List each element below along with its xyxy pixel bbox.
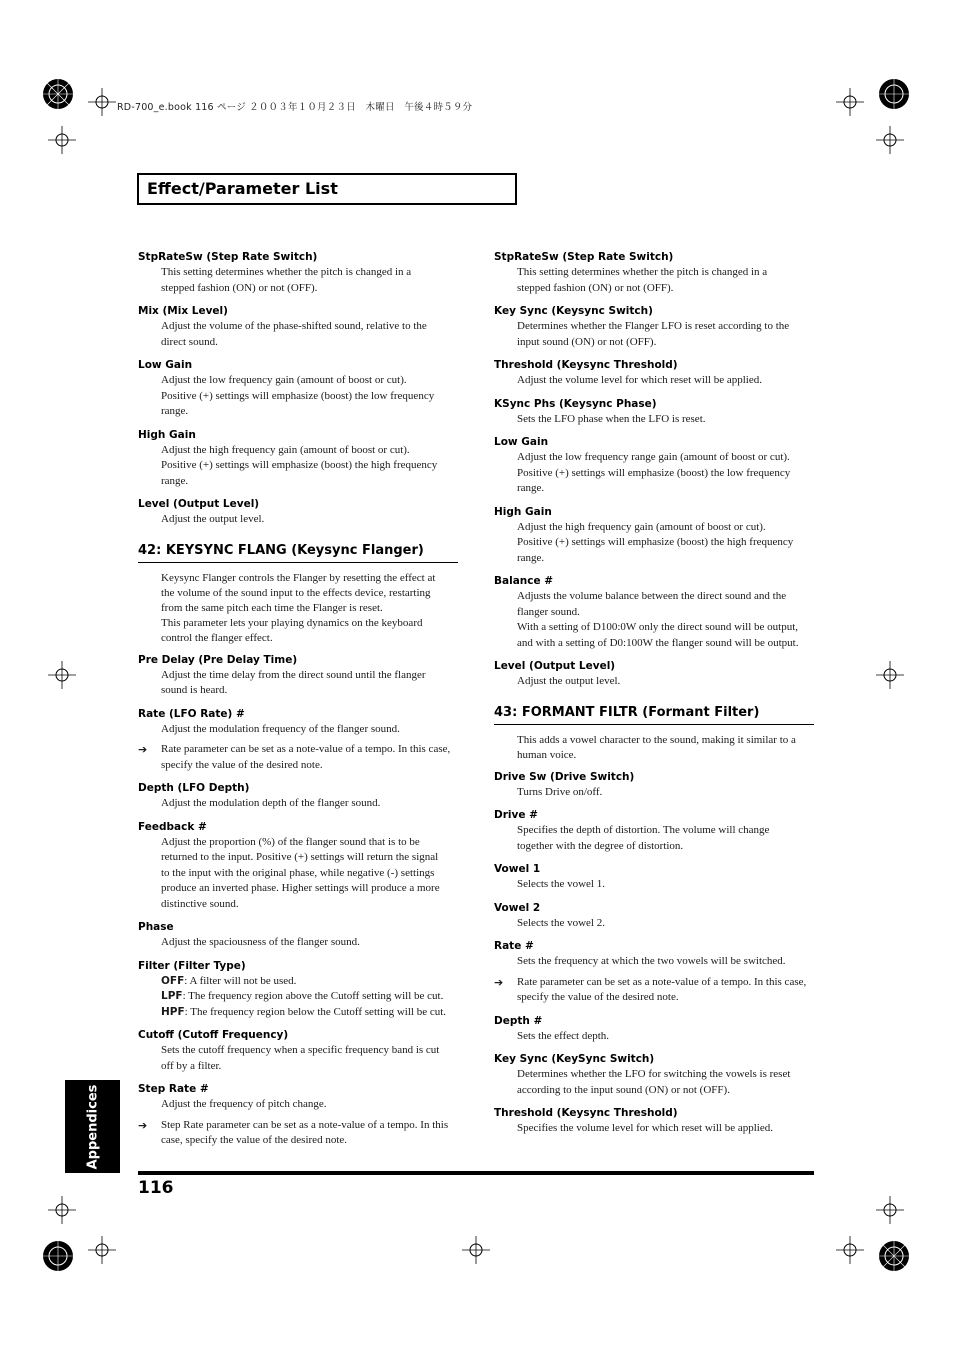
tempo-note: ➔ Rate parameter can be set as a note-value of a tempo. In this case, specify the value of the desired note. <box>494 975 814 1006</box>
crosshair-mark-icon <box>876 1196 904 1224</box>
crosshair-mark-icon <box>876 661 904 689</box>
registration-mark-icon <box>876 1238 912 1274</box>
param-desc: Selects the vowel 2. <box>517 916 605 929</box>
param-title: Phase <box>138 921 174 933</box>
param-entry <box>494 1106 814 1137</box>
param-entry <box>494 901 814 932</box>
arrow-icon: ➔ <box>494 975 504 989</box>
param-desc: Adjust the output level. <box>517 675 621 687</box>
param-desc: Specifies the volume level for which reset will be applied. <box>517 1122 773 1134</box>
arrow-icon: ➔ <box>138 1118 148 1132</box>
param-entry <box>494 304 814 350</box>
param-desc: Turns Drive on/off. <box>517 785 603 798</box>
section-intro: This adds a vowel character to the sound, making it similar to a human voice. <box>517 733 796 761</box>
param-desc: Sets the effect depth. <box>517 1029 610 1042</box>
param-entry <box>494 435 814 497</box>
param-entry <box>138 781 458 812</box>
registration-mark-icon <box>40 76 76 112</box>
param-desc: Adjust the spaciousness of the flanger sound. <box>161 936 360 948</box>
param-title: Low Gain <box>138 359 193 371</box>
section-heading-42: 42: KEYSYNC FLANG (Keysync Flanger) <box>138 542 458 563</box>
param-desc: Adjust the low frequency range gain (amount of boost or cut). Positive (+) settings will emphasize (boost) the low frequency range. <box>517 451 791 494</box>
appendices-side-tab <box>65 1080 120 1173</box>
crosshair-mark-icon <box>48 1196 76 1224</box>
param-title: Vowel 1 <box>494 863 541 875</box>
crosshair-mark-icon <box>462 1236 490 1264</box>
param-desc: Sets the frequency at which the two vowels will be switched. <box>517 955 786 967</box>
param-title: Balance # <box>494 575 554 587</box>
param-title: Key Sync (Keysync Switch) <box>494 305 653 317</box>
param-entry <box>494 939 814 1006</box>
param-title: Level (Output Level) <box>494 660 616 672</box>
section-intro: Keysync Flanger controls the Flanger by resetting the effect at the volume of the sound input to the effects device, restarting from the same pitch each time the Flanger is reset. This parameter lets your playing dynamics on the keyboard control the flanger effect. <box>161 571 436 644</box>
param-title: StpRateSw (Step Rate Switch) <box>138 251 318 263</box>
crosshair-mark-icon <box>876 126 904 154</box>
param-entry <box>494 770 814 801</box>
param-entry <box>138 304 458 350</box>
crosshair-mark-icon <box>88 1236 116 1264</box>
param-desc: Adjust the modulation frequency of the flanger sound. <box>161 722 400 735</box>
param-desc: Adjust the high frequency gain (amount of boost or cut). Positive (+) settings will emphasize (boost) the high frequency range. <box>161 443 438 487</box>
param-desc: Adjust the low frequency gain (amount of boost or cut). Positive (+) settings will emphasize (boost) the low frequency range. <box>161 374 435 417</box>
param-desc: Adjust the volume level for which reset will be applied. <box>517 374 762 386</box>
param-title: Rate (LFO Rate) # <box>138 707 245 720</box>
param-title: Depth (LFO Depth) <box>138 782 250 794</box>
param-title: Drive # <box>494 809 538 821</box>
param-entry <box>138 250 458 296</box>
param-entry <box>138 707 458 774</box>
param-title: Drive Sw (Drive Switch) <box>494 770 635 783</box>
param-entry <box>138 959 458 1021</box>
param-title: Vowel 2 <box>494 901 541 914</box>
crosshair-mark-icon <box>48 126 76 154</box>
filter-option: LPF: The frequency region above the Cutoff setting will be cut. <box>161 990 444 1002</box>
param-title: Mix (Mix Level) <box>138 305 228 317</box>
side-tab-label: Appendices <box>85 1084 100 1169</box>
param-entry <box>494 250 814 296</box>
section-heading-43: 43: FORMANT FILTR (Formant Filter) <box>494 704 814 725</box>
param-title: Threshold (Keysync Threshold) <box>494 1107 678 1119</box>
param-desc: Determines whether the Flanger LFO is reset according to the input sound (ON) or not (OFF). <box>517 320 790 348</box>
registration-mark-icon <box>876 76 912 112</box>
param-desc: Sets the LFO phase when the LFO is reset. <box>517 412 706 425</box>
param-entry <box>138 428 458 490</box>
param-entry <box>138 820 458 913</box>
param-title: StpRateSw (Step Rate Switch) <box>494 251 674 263</box>
crosshair-mark-icon <box>88 88 116 116</box>
param-entry <box>494 659 814 690</box>
filter-option: OFF: A filter will not be used. <box>161 974 297 987</box>
param-desc: Adjust the volume of the phase-shifted sound, relative to the direct sound. <box>161 320 427 348</box>
param-title: Rate # <box>494 940 534 952</box>
param-desc: Adjust the time delay from the direct sound until the flanger sound is heard. <box>161 668 426 696</box>
param-title: KSync Phs (Keysync Phase) <box>494 397 657 410</box>
param-title: Key Sync (KeySync Switch) <box>494 1053 655 1065</box>
page-number: 116 <box>138 1178 174 1198</box>
param-entry <box>494 1052 814 1098</box>
param-title: Depth # <box>494 1014 543 1027</box>
tempo-note: ➔ Step Rate parameter can be set as a note-value of a tempo. In this case, specify the value of the desired note. <box>138 1118 458 1149</box>
param-entry <box>138 1028 458 1074</box>
param-entry <box>494 808 814 854</box>
crosshair-mark-icon <box>48 661 76 689</box>
param-entry <box>494 862 814 893</box>
crosshair-mark-icon <box>836 1236 864 1264</box>
print-header: RD-700_e.book 116 ページ ２００３年１０月２３日 木曜日 午後４時５９分 <box>117 102 473 113</box>
registration-mark-icon <box>40 1238 76 1274</box>
param-entry <box>138 358 458 420</box>
param-desc: Adjust the high frequency gain (amount of boost or cut). Positive (+) settings will emphasize (boost) the high frequency range. <box>517 520 794 564</box>
section-title: Effect/Parameter List <box>137 173 517 205</box>
filter-option: HPF: The frequency region below the Cutoff setting will be cut. <box>161 1005 447 1018</box>
footer-rule <box>138 1171 814 1175</box>
param-title: Step Rate # <box>138 1083 209 1095</box>
param-title: Level (Output Level) <box>138 498 260 510</box>
param-entry <box>138 920 458 951</box>
param-title: Low Gain <box>494 436 549 448</box>
param-entry <box>494 574 814 651</box>
param-entry <box>138 497 458 528</box>
param-title: Pre Delay (Pre Delay Time) <box>138 653 298 666</box>
crosshair-mark-icon <box>836 88 864 116</box>
param-desc: Specifies the depth of distortion. The volume will change together with the degree of distortion. <box>517 824 770 852</box>
param-desc: This setting determines whether the pitch is changed in a stepped fashion (ON) or not (OFF). <box>161 266 412 294</box>
param-title: Filter (Filter Type) <box>138 959 246 972</box>
param-title: Cutoff (Cutoff Frequency) <box>138 1029 289 1041</box>
param-entry <box>494 358 814 389</box>
param-desc: This setting determines whether the pitch is changed in a stepped fashion (ON) or not (OFF). <box>517 266 768 294</box>
param-desc: Adjusts the volume balance between the direct sound and the flanger sound. With a setting of D100:0W only the direct sound will be output, and with a setting of D0:100W the flanger sound will be output. <box>517 590 799 649</box>
param-entry <box>494 1014 814 1045</box>
param-desc: Sets the cutoff frequency when a specific frequency band is cut off by a filter. <box>161 1044 440 1072</box>
param-entry <box>138 653 458 699</box>
param-desc: Adjust the output level. <box>161 513 265 525</box>
param-entry <box>138 1082 458 1149</box>
param-entry <box>494 505 814 567</box>
param-entry <box>494 397 814 428</box>
param-title: Threshold (Keysync Threshold) <box>494 359 678 371</box>
param-desc: Selects the vowel 1. <box>517 878 605 890</box>
param-desc: Adjust the modulation depth of the flanger sound. <box>161 797 381 809</box>
tempo-note: ➔ Rate parameter can be set as a note-value of a tempo. In this case, specify the value of the desired note. <box>138 742 458 773</box>
arrow-icon: ➔ <box>138 743 148 756</box>
param-title: High Gain <box>138 428 196 441</box>
param-title: High Gain <box>494 505 552 518</box>
param-desc: Adjust the frequency of pitch change. <box>161 1098 327 1110</box>
param-desc: Adjust the proportion (%) of the flanger sound that is to be returned to the input. Positive (+) settings will return the signal to the input with the original phase, while negative (-) settings produce an inverted phase. Higher settings will produce a more distinctive sound. <box>161 835 440 910</box>
param-desc <box>138 974 458 1021</box>
left-column <box>138 250 458 1157</box>
right-column <box>494 250 814 1145</box>
param-title: Feedback # <box>138 820 207 833</box>
param-desc: Determines whether the LFO for switching the vowels is reset according to the input sound (ON) or not (OFF). <box>517 1068 791 1096</box>
